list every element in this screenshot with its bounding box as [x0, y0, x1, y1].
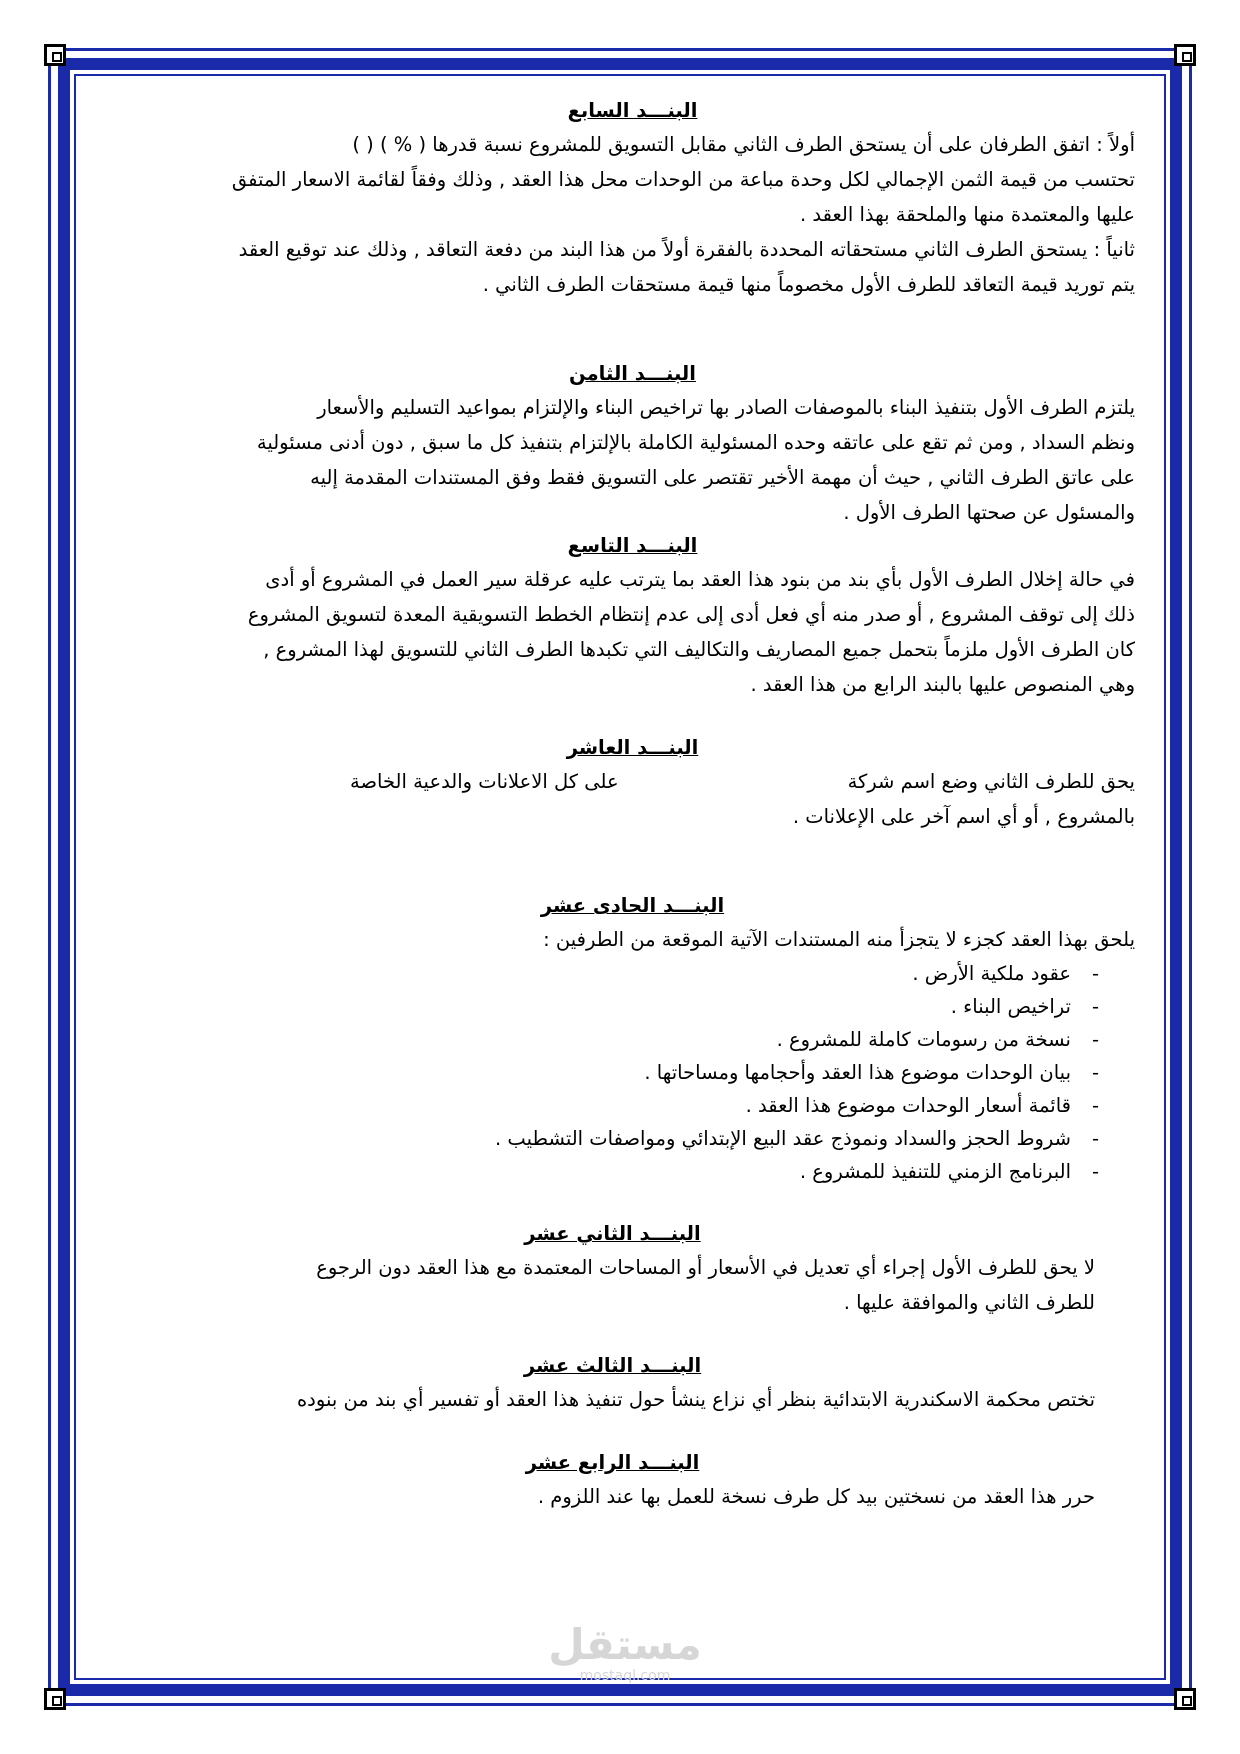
clause-8-line-1: يلتزم الطرف الأول بتنفيذ البناء بالموصفات الصادر بها تراخيص البناء والإلتزام بمواعيد التسليم والأسعار [317, 396, 1135, 419]
corner-ornament-top-right [1174, 44, 1196, 66]
list-item: - تراخيص البناء . [130, 990, 1099, 1023]
clause-8-line-3: على عاتق الطرف الثاني , حيث أن مهمة الأخير تقتصر على التسويق فقط وفق المستندات المقدمة إليه [310, 466, 1135, 489]
clause-9-line-2: ذلك إلى توقف المشروع , أو صدر منه أي فعل أدى إلى عدم إنتظام الخطط التسويقية المعدة لتسويق المشروع [247, 603, 1135, 626]
clause-14 [130, 1447, 1135, 1514]
clause-11-intro: يلحق بهذا العقد كجزء لا يتجزأ منه المستندات الآتية الموقعة من الطرفين : [543, 928, 1135, 951]
clause-10-line-1 [130, 764, 1135, 799]
clause-10-line-1-start: يحق للطرف الثاني وضع اسم شركة [847, 770, 1135, 793]
clause-7 [130, 95, 1135, 302]
watermark-url: mostaql.com [579, 1668, 671, 1684]
clause-7-line-1: أولاً : اتفق الطرفان على أن يستحق الطرف الثاني مقابل التسويق للمشروع نسبة قدرها ( % ) ( ) [352, 133, 1135, 156]
clause-9-line-1: في حالة إخلال الطرف الأول بأي بند من بنود هذا العقد بما يترتب عليه عرقلة سير العمل في المشروع أو أدى [265, 568, 1135, 591]
clause-12-heading: البنـــد الثاني عشر [524, 1222, 701, 1245]
watermark-logo [530, 1622, 720, 1684]
clause-9-line-3: كان الطرف الأول ملزماً بتحمل جميع المصاريف والتكاليف التي تكبدها الطرف الثاني للتسويق لهذا المشروع , [263, 638, 1135, 661]
clause-8-heading: البنـــد الثامن [569, 362, 696, 385]
clause-10-line-2: بالمشروع , أو أي اسم آخر على الإعلانات . [792, 805, 1135, 828]
clause-7-line-5: يتم توريد قيمة التعاقد للطرف الأول مخصوماً منها قيمة مستحقات الطرف الثاني . [482, 273, 1135, 296]
list-item: - عقود ملكية الأرض . [130, 957, 1099, 990]
clause-7-line-2: تحتسب من قيمة الثمن الإجمالي لكل وحدة مباعة من الوحدات محل هذا العقد , وذلك وفقاً لقائمة الاسعار المتفق [231, 168, 1135, 191]
corner-ornament-bottom-left [44, 1688, 66, 1710]
clause-10-heading: البنـــد العاشر [566, 736, 699, 759]
clause-10-line-1-end: على كل الاعلانات والدعية الخاصة [350, 770, 619, 793]
clause-13-line-1: تختص محكمة الاسكندرية الابتدائية بنظر أي نزاع ينشأ حول تنفيذ هذا العقد أو تفسير أي بند من بنوده [296, 1388, 1095, 1411]
clause-9-line-4: وهي المنصوص عليها بالبند الرابع من هذا العقد . [750, 673, 1135, 696]
clause-13-heading: البنـــد الثالث عشر [523, 1354, 702, 1377]
contract-body [130, 95, 1135, 1514]
clause-10 [130, 732, 1135, 834]
clause-7-line-3: عليها والمعتمدة منها والملحقة بهذا العقد . [800, 203, 1135, 226]
list-item: - قائمة أسعار الوحدات موضوع هذا العقد . [130, 1089, 1099, 1122]
clause-8-line-4: والمسئول عن صحتها الطرف الأول . [843, 501, 1135, 524]
clause-12 [130, 1218, 1135, 1320]
list-item: - البرنامج الزمني للتنفيذ للمشروع . [130, 1155, 1099, 1188]
attachments-list [130, 957, 1135, 1188]
clause-8 [130, 358, 1135, 530]
clause-14-heading: البنـــد الرابع عشر [525, 1451, 700, 1474]
clause-9-heading: البنـــد التاسع [567, 534, 698, 557]
corner-ornament-bottom-right [1174, 1688, 1196, 1710]
clause-11-heading: البنـــد الحادى عشر [540, 894, 725, 917]
list-item: - نسخة من رسومات كاملة للمشروع . [130, 1023, 1099, 1056]
clause-11 [130, 890, 1135, 1188]
list-item: - بيان الوحدات موضوع هذا العقد وأحجامها ومساحاتها . [130, 1056, 1099, 1089]
clause-7-heading: البنـــد السابع [567, 99, 698, 122]
list-item: - شروط الحجز والسداد ونموذج عقد البيع الإبتدائي ومواصفات التشطيب . [130, 1122, 1099, 1155]
clause-12-line-1: لا يحق للطرف الأول إجراء أي تعديل في الأسعار أو المساحات المعتمدة مع هذا العقد دون الرجوع [316, 1256, 1095, 1279]
corner-ornament-top-left [44, 44, 66, 66]
clause-13 [130, 1350, 1135, 1417]
clause-14-line-1: حرر هذا العقد من نسختين بيد كل طرف نسخة للعمل بها عند اللزوم . [537, 1485, 1095, 1508]
watermark-text: مستقل [548, 1620, 702, 1669]
clause-7-line-4: ثانياً : يستحق الطرف الثاني مستحقاته المحددة بالفقرة أولاً من هذا البند من دفعة التعاقد , وذلك عند توقيع العقد [238, 238, 1135, 261]
clause-8-line-2: ونظم السداد , ومن ثم تقع على عاتقه وحده المسئولية الكاملة بالإلتزام بتنفيذ كل ما سبق , دون أدنى مسئولية [256, 431, 1135, 454]
clause-12-line-2: للطرف الثاني والموافقة عليها . [843, 1291, 1095, 1314]
clause-9 [130, 530, 1135, 702]
